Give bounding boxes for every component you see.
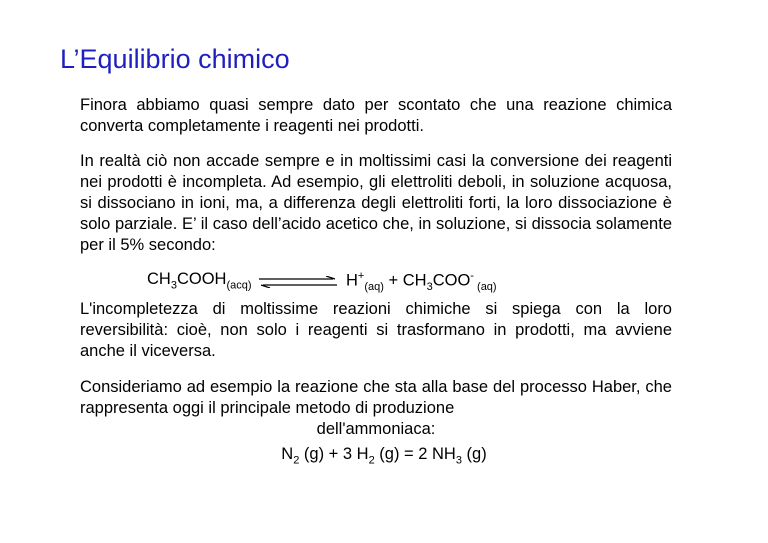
slide-title: L’Equilibrio chimico [60,44,290,74]
equilibrium-arrow-icon [259,276,337,288]
acetic-acid-formula: $CH_3COOH_{(acq)}$ [147,270,252,292]
paragraph-reversibility: L'incompletezza di moltissime reazioni chimiche si spiega con la loro reversibilità: cioè, non solo i reagenti si trasformano in prodotti, ma avviene anche il viceversa. [80,300,672,360]
paragraph-intro: Finora abbiamo quasi sempre dato per scontato che una reazione chimica converta completamente i reagenti nei prodotti. [80,96,672,135]
paragraph-haber: Consideriamo ad esempio la reazione che sta alla base del processo Haber, che rappresenta oggi il principale metodo di produzione dell'ammoniaca: [80,378,672,438]
haber-equation: $N_2$ (g) + 3 $H_2$ (g) = 2 $NH_3$ (g) [281,445,487,467]
paragraph-weak-electrolytes: In realtà ciò non accade sempre e in moltissimi casi la conversione dei reagenti nei prodotti è incompleta. Ad esempio, gli elettroliti deboli, in soluzione acquosa, si dissociano in ioni, ma, a differenza degli elettroliti forti, la loro dissociazione è solo parziale. E’ il caso dell’acido acetico che, in soluzione, si dissocia solamente per il 5% secondo: [80,152,672,254]
acetate-products: $H^+_{(aq)} + CH_3COO^-$ $_{(aq)}$ [346,270,497,293]
